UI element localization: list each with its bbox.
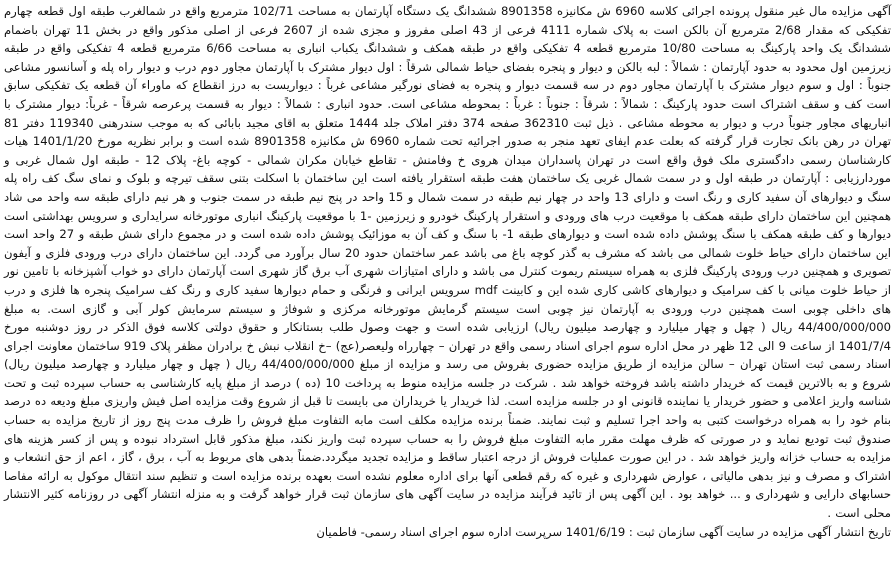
notice-body-text: آگهی مزایده مال غیر منقول پرونده اجرائی کلاسه 6960 ش مکانیزه 8901358 ششدانگ یک دستگاه آپارتمان به مساحت 102/71 مترمربع واقع در شمالغرب طبقه اول قطعه چهارم تفکیکی که مقدار 2/68 مترمربع آن بالکن است به پلاک شماره 4111 فرعی از 43 اصلی مفروز و مجزی شده از 2607 فرعی از اصلی مذکور واقع در بخش 11 تهران باضمام ششدانگ یک واحد پارکینگ به مساحت 10/80 مترمربع قطعه 4 تفکیکی واقع در طبقه همکف و ششدانگ یکباب انباری به مساحت 6/66 مترمربع قطعه 4 تفکیکی واقع در طبقه زیرزمین اول محدود به حدود آپارتمان : شمالاً : لبه بالکن و دیوار و پنجره بفضای حیاط شمالی شرقاً : اول دیوار مشترک با آپارتمان مجاور دوم درب و دیوار راه پله و آسانسور مشاعی جنوباً : اول و سوم دیوار مشترک با آپارتمان مجاور دوم در سه قسمت دیوار و پنجره به فضای نورگیر مشاعی غرباً : دیواریست به درز انقطاع که ماوراء آن قطعه یک تفکیکی سابق است کف و سقف اشتراک است حدود پارکینگ : شمالاً : شرقاً : جنوباً : غرباً : بمحوطه مشاعی است. حدود انباری : شمالاً : دیوار به قسمت پرعرصه شرقاً - غرباً: دیوار مشترک با انباریهای مجاور جنوباً درب و دیوار به محوطه مشاعی . ذیل ثبت 362310 صفحه 374 دفتر املاک جلد 1444 متعلق به اقای مجید بابائی که به موجب سندرهنی 119340 دفتر 81 تهران در رهن بانک تجارت قرار گرفته که بعلت عدم ایفای تعهد منجر به صدور اجرائیه تحت شماره 6960 ش مکانیزه 8901358 شده است و برابر نظریه مورخ 1401/1/20 هیات کارشناسان رسمی دادگستری ملک فوق واقع است در تهران پاسداران میدان هروی خ وفامنش - تقاطع خیابان مکران شمالی - کوچه باغ- پلاک 12 - طبقه اول شمال غربی و موردارزیابی : آپارتمان در طبقه اول و در سمت شمال غربی یک ساختمان هفت طبقه استقرار یافته است این ساختمان با اسکلت بتنی سقف تیرچه و بلوک و نمای سگ کف راه پله سنگ و دیوارهای آن سفید کاری و رنگ است و دارای 13 واحد در چهار نیم طبقه در سمت شمال و 15 واحد در پنج نیم طبقه در سمت جنوب و هر نیم دارای طبقه سه واحد می شاد همچنین این ساختمان دارای طبقه همکف با موقعیت درب های ورودی و استقرار پارکینگ خودرو و زیرزمین -1 با موقعیت پارکینگ انباری موتورخانه سرایداری و سرویس بهداشتی است دیوارها و کف طبقه همکف با سنگ پوشش داده شده است و دیوارهای طبقه 1- با سنگ و کف آن به موزائیک پوشش داده شده است و در مجموع دارای شش طبقه و 27 واحد است این ساختمان دارای حیاط خلوت شمالی می باشد که مشرف به گذر کوچه باغ می باشد عمر ساختمان حدود 20 سال برآورد می گردد. این ساختمان دارای درب ورودی فلزی و آیفون تصویری و همچنین درب ورودی پارکینگ فلزی به همراه سیستم ریموت کنترل می باشد و دارای امتیازات شهری آب برق گاز شهری است آپارتمان دارای دو خواب آشپزخانه با تامین نور از حیاط خلوت میانی با کف سرامیک و دیوارهای کاشی کاری شده این و کابینت mdf سرویس ایرانی و فرنگی و حمام دیوارها سفید کاری و رنگ کف سرامیک پنجره ها فلزی و درب های داخلی چوبی است همچنین درب ورودی به آپارتمان نیز چوبی است سیستم گرمایش موتورخانه مرکزی و شوفاژ و سیستم سرمایش کولر آبی و گازی است. به مبلغ 44/400/000/000 ریال ( چهل و چهار میلیارد و چهارصد میلیون ریال) ارزیابی شده است و جهت وصول طلب بستانکار و حقوق دولتی کلاسه فوق الذکر در روز دوشنبه مورخ 1401/7/4 از ساعت 9 الی 12 ظهر در محل اداره سوم اجرای اسناد رسمی واقع در تهران – چهارراه ولیعصر(عج) –خ انقلاب نبش خ برادران مظفر پلاک 919 ساختمان معاونت اجرای اسناد رسمی ثبت استان تهران – سالن مزایده از طریق مزایده حضوری بفروش می رسد و مزایده از مبلغ 44/400/000/000 ریال ( چهل و چهار میلیارد و چهارصد میلیون ریال) شروع و به بالاترین قیمت که خریدار داشته باشد فروخته خواهد شد . شرکت در جلسه مزایده منوط به پرداخت 10 (ده ) درصد از مبلغ پایه کارشناسی به حساب سپرده ثبت و تحت شناسه واریز اعلامی و حضور خریدار یا نماینده قانونی او در جلسه مزایده است. لذا خریدار یا خریداران می بایست تا قبل از شروع وقت مزایده اصل فیش واریزی مبلغ ودیعه ده درصد بنام خود را به همراه درخواست کتبی به واحد اجرا تسلیم و ثبت نمایند. ضمناً برنده مزایده مکلف است مابه التفاوت مبلغ فروش را ظرف مدت پنج روز از تاریخ مزایده به حساب صندوق ثبت تودیع نماید و در صورتی که ظرف مهلت مقرر مابه التفاوت مبلغ فروش را به حساب سپرده ثبت واریز نکند، مبلغ مذکور قابل استرداد نبوده و پس از کسر هزینه های مزایده به حساب خزانه واریز خواهد شد . در این صورت عملیات فروش از درجه اعتبار ساقط و مزایده تجدید میگردد.ضمناً بدهی های مربوط به آب ، برق ، گاز ، اعم از حق انشعاب و اشتراک و مصرف و نیز بدهی مالیاتی ، عوارض شهرداری و غیره که رقم قطعی آنها برای اداره معلوم نشده است بعهده برنده مزایده است و تنظیم سند انتقال موکول به ارائه مفاصا حسابهای دارایی و شهرداری و ... خواهد بود . این آگهی پس از تائید فرآیند مزایده در سایت آگهی های سازمان ثبت قرار خواهد گرفت و به منزله انتشار آگهی در روزنامه کثیر الانتشار محلی است .: [4, 4, 892, 521]
notice-footer-line: تاریخ انتشار آگهی مزایده در سایت آگهی سازمان ثبت : 1401/6/19 سرپرست اداره سوم اجرای اسناد رسمی- فاطمیان: [316, 524, 891, 539]
